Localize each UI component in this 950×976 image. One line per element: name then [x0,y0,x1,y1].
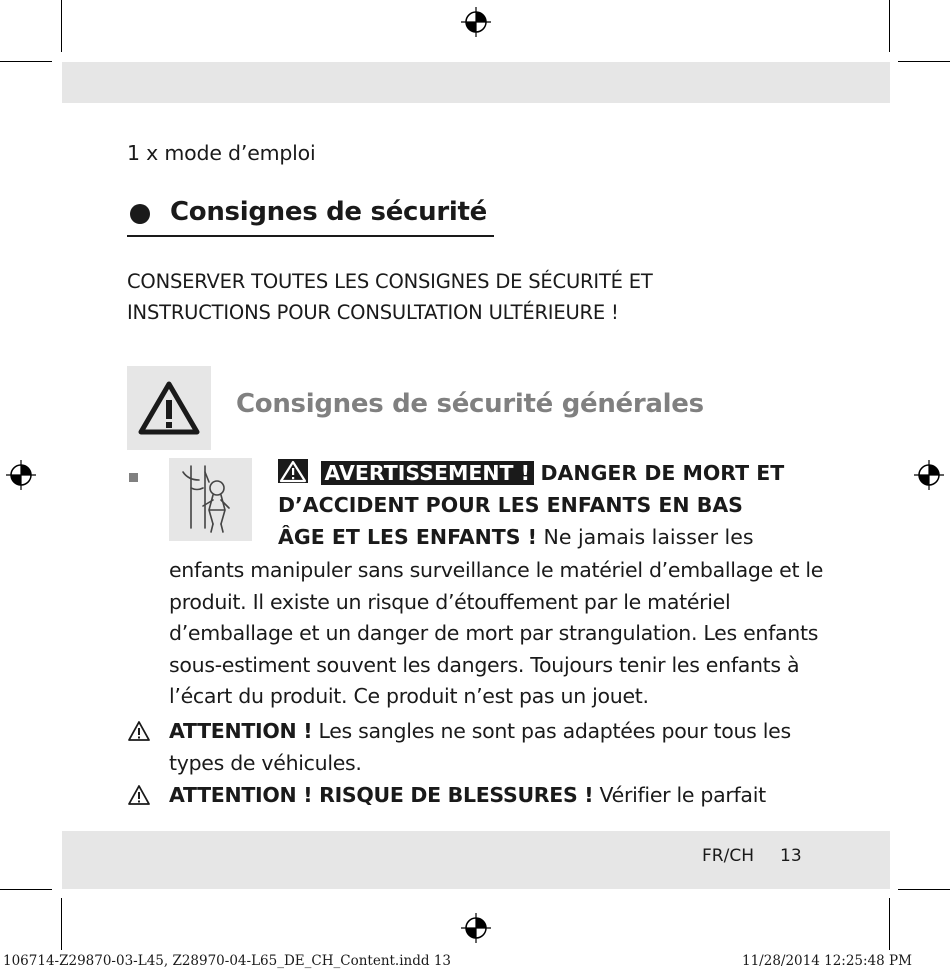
warning-label: AVERTISSEMENT ! [321,461,534,485]
crop-mark [889,0,890,52]
crop-mark [889,898,890,950]
registration-mark-icon [461,7,491,37]
keep-notice-line: INSTRUCTIONS POUR CONSULTATION ULTÉRIEURE ! [127,301,619,324]
registration-mark-icon [914,460,944,490]
bullet-dot-icon [130,204,150,224]
crop-mark [898,889,950,890]
attention-2-text: Vérifier le parfait [593,783,766,807]
attention-1-text: Les sangles ne sont pas adaptées pour tous les types de véhicules. [169,719,791,775]
warning-line-2: D’ACCIDENT POUR LES ENFANTS EN BAS [278,493,743,517]
warning-triangle-icon [127,720,151,742]
attention-1 [169,716,829,779]
crop-mark [61,0,62,52]
attention-1-label: ATTENTION ! [169,719,313,743]
warning-triangle-icon [127,366,211,450]
registration-mark-icon [461,913,491,943]
registration-mark-icon [6,460,36,490]
crop-mark [0,889,52,890]
intro-line: 1 x mode d’emploi [127,141,316,165]
child-strangulation-icon [169,458,252,541]
general-heading: Consignes de sécurité générales [236,389,704,419]
attention-2-label: ATTENTION ! RISQUE DE BLESSURES ! [169,783,594,807]
warning-body: enfants manipuler sans surveillance le matériel d’emballage et le produit. Il existe un risque d’étouffement par le matériel d’emballage et un danger de mort par strangulation. Les enfants sous-estiment souvent les dangers. Toujours tenir les enfants à l’écart du produit. Ce produit n’est pas un jouet. [169,558,824,708]
warning-text-start: Ne jamais laisser les [537,525,754,549]
footer-band [62,831,890,889]
warning-line-3 [278,522,754,554]
page-number: 13 [780,846,802,866]
warning-box [127,366,211,450]
warning-title-1: DANGER DE MORT ET [540,461,785,485]
square-bullet-icon [129,473,138,482]
keep-notice-line: CONSERVER TOUTES LES CONSIGNES DE SÉCURITÉ ET [127,270,653,293]
crop-mark [61,898,62,950]
attention-2 [169,780,766,812]
section-heading: Consignes de sécurité [170,197,487,227]
warning-title-3: ÂGE ET LES ENFANTS ! [278,525,537,549]
warning-triangle-icon [127,784,151,806]
crop-mark [0,61,52,62]
warning-triangle-icon [278,459,308,483]
heading-underline [127,235,494,237]
warning-line-1 [278,458,784,490]
slug-date: 11/28/2014 12:25:48 PM [742,953,912,969]
crop-mark [898,61,950,62]
slug-file: 106714-Z29870-03-L45, Z28970-04-L65_DE_CH_Content.indd 13 [3,953,451,969]
header-band [62,62,890,103]
footer-locale: FR/CH [702,846,754,866]
